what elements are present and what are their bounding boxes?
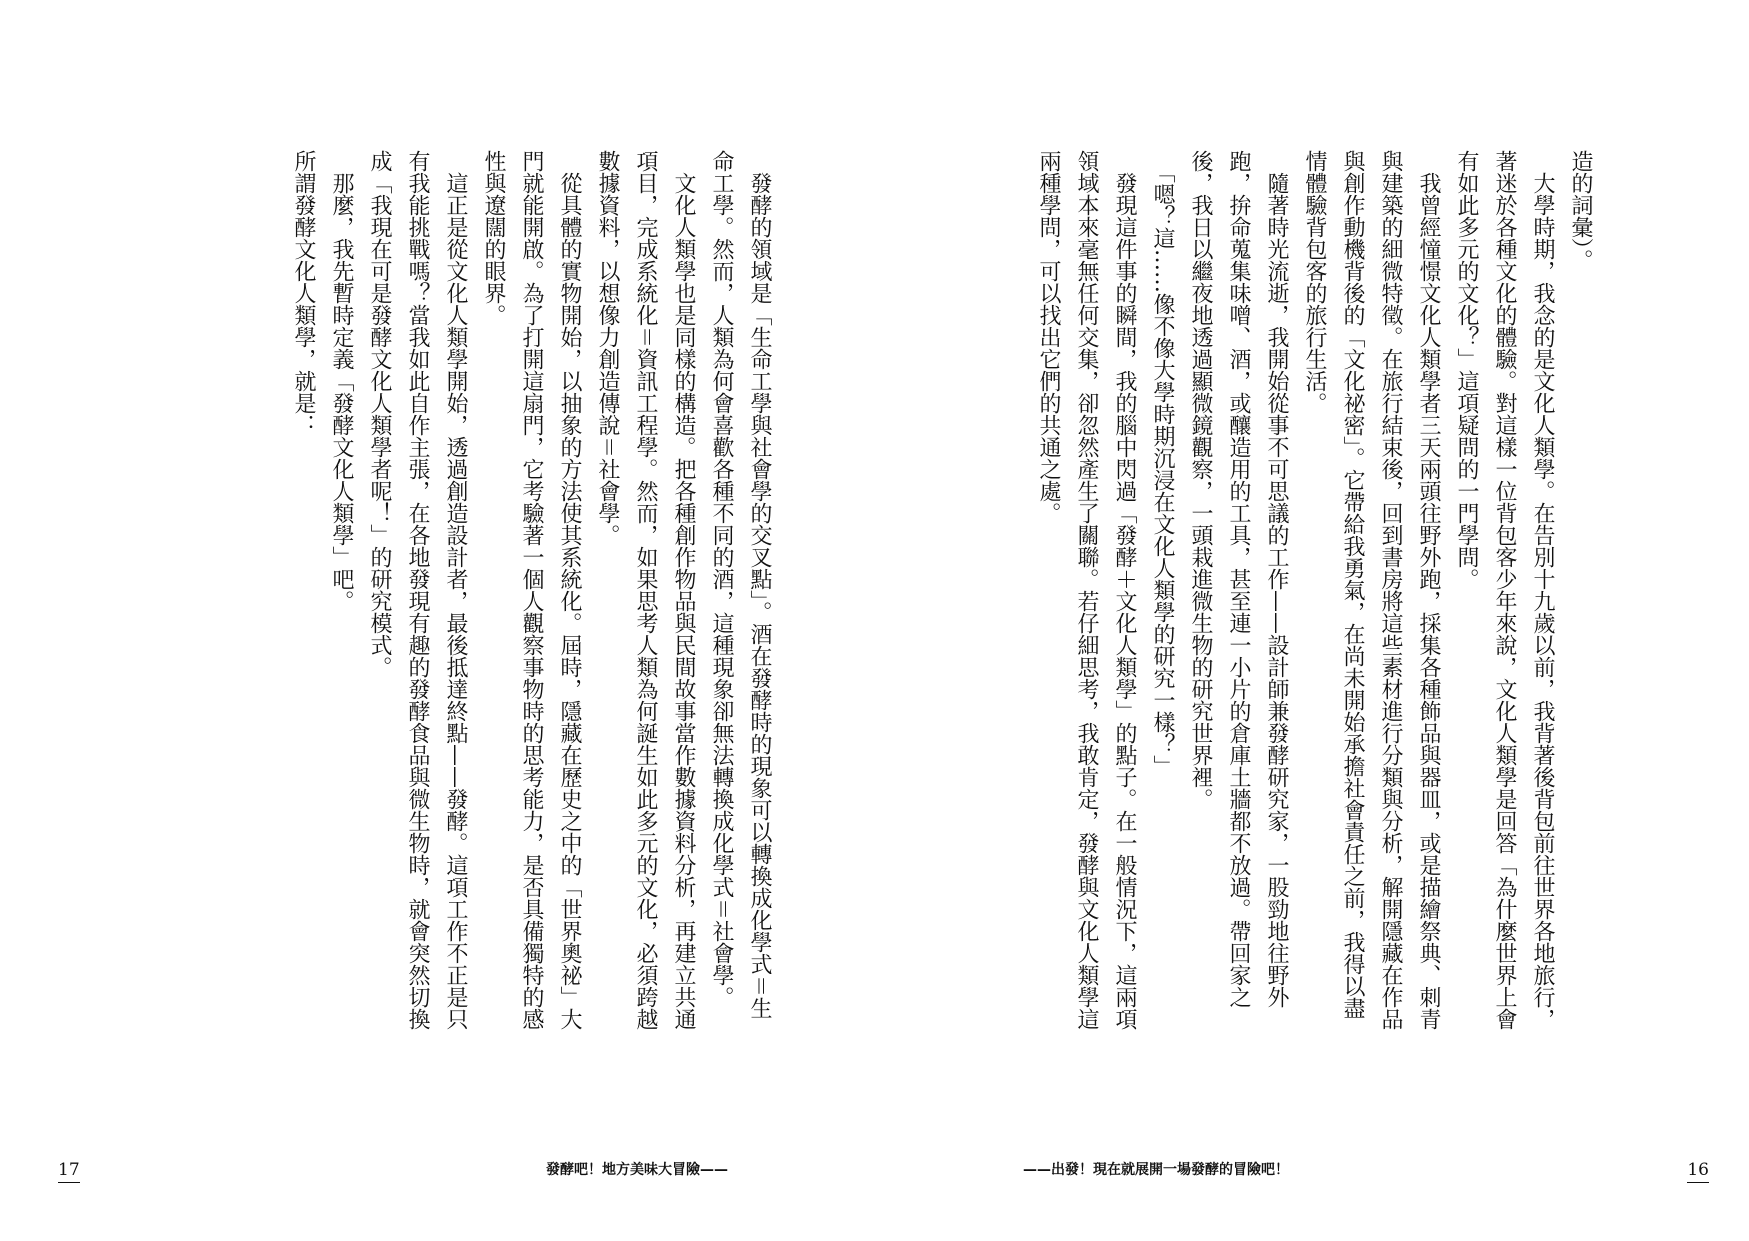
paragraph: 這正是從文化人類學開始，透過創造設計者，最後抵達終點——發酵。這項工作不正是只有我能挑戰嗎？當我如此自作主張，在各地發現有趣的發酵食品與微生物時，就會突然切換成「我現在可是發酵文化人類學者呢！」的研究模式。 (367, 150, 468, 1030)
paragraph: 造的詞彙）。 (1568, 150, 1593, 271)
paragraph: 隨著時光流逝，我開始從事不可思議的工作——設計師兼發酵研究家，一股勁地往野外跑，拚命蒐集味噌、酒，或釀造用的工具，甚至連一小片的倉庫土牆都不放過。帶回家之後，我日以繼夜地透過顯微鏡觀察，一頭栽進微生物的研究世界裡。 (1188, 150, 1289, 1008)
paragraph: 那麼，我先暫時定義「發酵文化人類學」吧。 (329, 150, 354, 612)
paragraph: 所謂發酵文化人類學，就是： (291, 150, 316, 436)
paragraph: 大學時期，我念的是文化人類學。在告別十九歲以前，我背著後背包前往世界各地旅行，著迷於各種文化的體驗。對這樣一位背包客少年來說，文化人類學是回答「為什麼世界上會有如此多元的文化？」這項疑問的一門學問。 (1454, 150, 1555, 1030)
page-number: 16 (1687, 1160, 1709, 1183)
left-page-body (188, 150, 778, 1030)
paragraph: 我曾經憧憬文化人類學者三天兩頭往野外跑，採集各種飾品與器皿，或是描繪祭典、刺青與建築的細微特徵。在旅行結束後，回到書房將這些素材進行分類與分析，解開隱藏在作品與創作動機背後的「文化祕密」。它帶給我勇氣，在尚未開始承擔社會責任之前，我得以盡情體驗背包客的旅行生活。 (1302, 150, 1441, 1030)
left-page (0, 0, 874, 1241)
paragraph: 「嗯？這……像不像大學時期沉浸在文化人類學的研究一樣？」 (1150, 150, 1175, 777)
right-page (875, 0, 1749, 1241)
paragraph: 從具體的實物開始，以抽象的方法使其系統化。屆時，隱藏在歷史之中的「世界奧祕」大門就能開啟。為了打開這扇門，它考驗著一個人觀察事物時的思考能力，是否具備獨特的感性與遼闊的眼界。 (481, 150, 582, 1030)
paragraph: 發現這件事的瞬間，我的腦中閃過「發酵＋文化人類學」的點子。在一般情況下，這兩項領域本來毫無任何交集，卻忽然產生了關聯。若仔細思考，我敢肯定，發酵與文化人類學這兩種學問，可以找出它們的共通之處。 (1036, 150, 1137, 1030)
right-page-body (1019, 150, 1599, 1030)
paragraph: 文化人類學也是同樣的構造。把各種創作物品與民間故事當作數據資料分析，再建立共通項目，完成系統化＝資訊工程學。然而，如果思考人類為何誕生如此多元的文化，必須跨越數據資料，以想像力創造傳說＝社會學。 (595, 150, 696, 1030)
running-head: ——出發！現在就展開一場發酵的冒險吧！ (1023, 1162, 1289, 1178)
running-head: 發酵吧！地方美味大冒險—— (546, 1162, 728, 1178)
paragraph: 發酵的領域是「生命工學與社會學的交叉點」。酒在發酵時的現象可以轉換成化學式＝生命工學。然而，人類為何會喜歡各種不同的酒，這種現象卻無法轉換成化學式＝社會學。 (709, 150, 772, 1020)
page-number: 17 (58, 1160, 80, 1183)
